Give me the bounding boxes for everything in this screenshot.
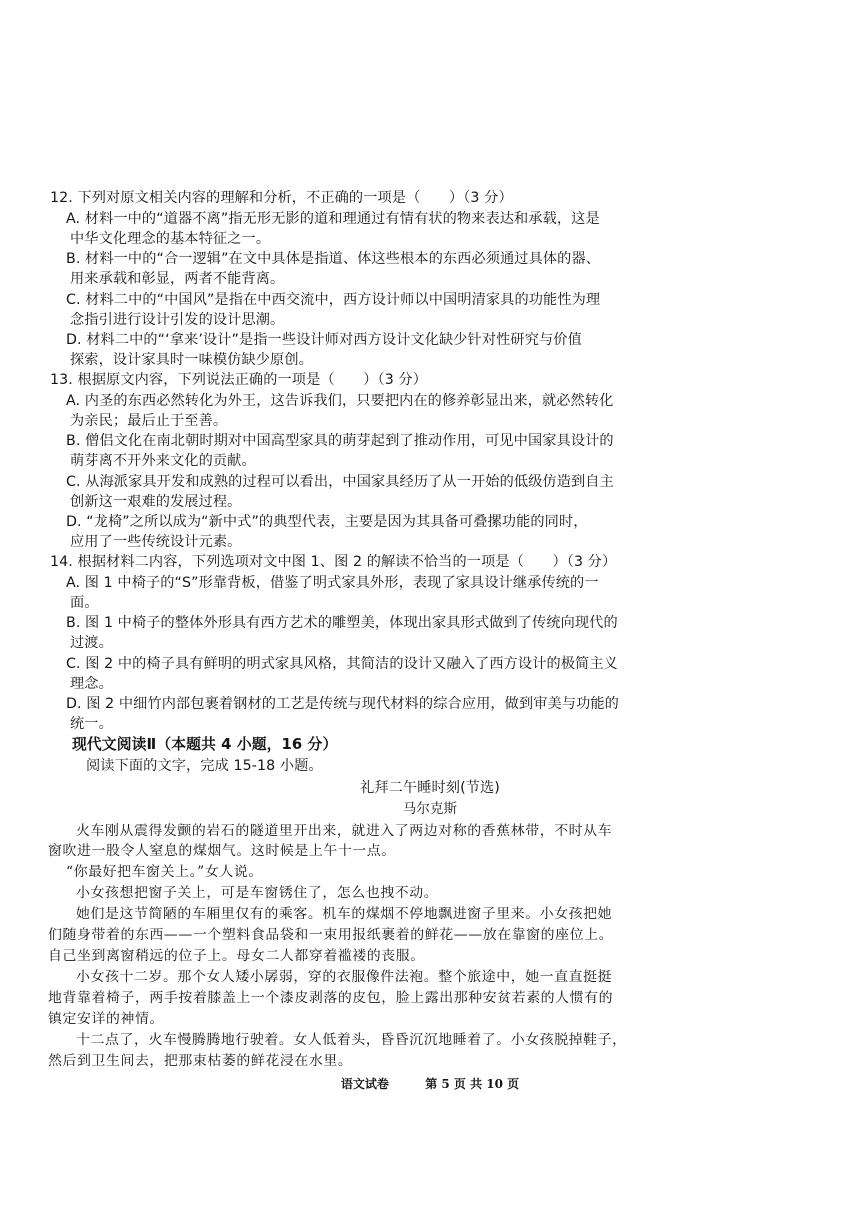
story-paragraph-1: 火车刚从震得发颤的岩石的隧道里开出来，就进入了两边对称的香蕉林带，不时从车 bbox=[76, 823, 613, 839]
question-13-option-b: B. 僧侣文化在南北朝时期对中国高型家具的萌芽起到了推动作用，可见中国家具设计的 bbox=[66, 433, 614, 449]
question-13-stem: 13. 根据原文内容，下列说法正确的一项是（ ）（3 分） bbox=[50, 372, 428, 388]
section-instruction: 阅读下面的文字，完成 15-18 小题。 bbox=[86, 758, 323, 774]
story-author: 马尔克斯 bbox=[402, 801, 458, 817]
section-heading: 现代文阅读Ⅱ（本题共 4 小题，16 分） bbox=[72, 736, 338, 753]
story-paragraph-5: 小女孩十二岁。那个女人矮小孱弱，穿的衣服像件法袍。整个旅途中，她一直直挺挺 bbox=[76, 969, 613, 985]
question-12-option-a: A. 材料一中的“道器不离”指无形无影的道和理通过有情有状的物来表达和承载，这是 bbox=[66, 211, 600, 227]
story-paragraph-4-cont: 们随身带着的东西——一个塑料食品袋和一束用报纸裹着的鲜花——放在靠窗的座位上。 bbox=[48, 927, 614, 943]
footer-page-number: 第 5 页 共 10 页 bbox=[425, 1077, 520, 1091]
story-paragraph-1-cont: 窗吹进一股令人窒息的煤烟气。这时候是上午十一点。 bbox=[48, 843, 396, 859]
question-13-option-d: D. “龙椅”之所以成为“新中式”的典型代表，主要是因为其具备可叠摞功能的同时， bbox=[66, 514, 588, 530]
story-paragraph-6: 十二点了，火车慢腾腾地行驶着。女人低着头，昏昏沉沉地睡着了。小女孩脱掉鞋子， bbox=[76, 1032, 627, 1048]
story-title: 礼拜二午睡时刻(节选) bbox=[360, 780, 500, 796]
question-12-option-b-cont: 用来承载和彰显，两者不能背离。 bbox=[70, 271, 285, 287]
story-paragraph-5-cont: 地背靠着椅子，两手按着膝盖上一个漆皮剥落的皮包，脸上露出那种安贫若素的人惯有的 bbox=[48, 990, 614, 1006]
question-12-option-c: C. 材料二中的“中国风”是指在中西交流中，西方设计师以中国明清家具的功能性为理 bbox=[66, 292, 601, 308]
question-14-option-d: D. 图 2 中细竹内部包裹着钢材的工艺是传统与现代材料的综合应用，做到审美与功能的 bbox=[66, 696, 619, 712]
story-paragraph-4: 她们是这节简陋的车厢里仅有的乘客。机车的煤烟不停地飘进窗子里来。小女孩把她 bbox=[76, 906, 613, 922]
footer-subject: 语文试卷 bbox=[340, 1077, 389, 1091]
story-paragraph-6-cont: 然后到卫生间去，把那束枯萎的鲜花浸在水里。 bbox=[48, 1053, 353, 1069]
page-footer bbox=[0, 1076, 860, 1092]
story-paragraph-3: 小女孩想把窗子关上，可是车窗锈住了，怎么也拽不动。 bbox=[76, 885, 439, 901]
question-13-option-a-cont: 为亲民；最后止于至善。 bbox=[70, 413, 228, 429]
question-14-option-d-cont: 统一。 bbox=[70, 716, 113, 732]
question-13-option-c-cont: 创新这一艰难的发展过程。 bbox=[70, 494, 242, 510]
question-14-option-b-cont: 过渡。 bbox=[70, 635, 113, 651]
question-13-option-a: A. 内圣的东西必然转化为外王，这告诉我们，只要把内在的修养彰显出来，就必然转化 bbox=[66, 393, 614, 409]
story-paragraph-5-cont: 镇定安详的神情。 bbox=[48, 1011, 164, 1027]
question-12-stem: 12. 下列对原文相关内容的理解和分析，不正确的一项是（ ）（3 分） bbox=[50, 190, 513, 206]
story-paragraph-4-cont: 自己坐到离窗稍远的位子上。母女二人都穿着褴褛的丧服。 bbox=[48, 948, 425, 964]
question-12-option-d-cont: 探索，设计家具时一味模仿缺少原创。 bbox=[70, 352, 313, 368]
question-14-option-c-cont: 理念。 bbox=[70, 676, 113, 692]
question-14-option-a-cont: 面。 bbox=[70, 595, 99, 611]
question-13-option-c: C. 从海派家具开发和成熟的过程可以看出，中国家具经历了从一开始的低级仿造到自主 bbox=[66, 474, 614, 490]
question-12-option-c-cont: 念指引进行设计引发的设计思潮。 bbox=[70, 312, 285, 328]
question-14-option-a: A. 图 1 中椅子的“S”形靠背板，借鉴了明式家具外形，表现了家具设计继承传统的一 bbox=[66, 575, 599, 591]
question-12-option-d: D. 材料二中的“‘拿来’设计”是指一些设计师对西方设计文化缺少针对性研究与价值 bbox=[66, 332, 582, 348]
question-14-option-c: C. 图 2 中的椅子具有鲜明的明式家具风格，其简洁的设计又融入了西方设计的极简主义 bbox=[66, 656, 618, 672]
question-14-stem: 14. 根据材料二内容，下列选项对文中图 1、图 2 的解读不恰当的一项是（ ）（3 分） bbox=[50, 554, 617, 570]
question-12-option-a-cont: 中华文化理念的基本特征之一。 bbox=[70, 231, 271, 247]
question-12-option-b: B. 材料一中的“合一逻辑”在文中具体是指道、体这些根本的东西必须通过具体的器、 bbox=[66, 251, 601, 267]
question-13-option-d-cont: 应用了一些传统设计元素。 bbox=[70, 534, 242, 550]
question-13-option-b-cont: 萌芽离不开外来文化的贡献。 bbox=[70, 453, 256, 469]
story-paragraph-2: “你最好把车窗关上。”女人说。 bbox=[66, 864, 263, 880]
question-14-option-b: B. 图 1 中椅子的整体外形具有西方艺术的雕塑美，体现出家具形式做到了传统向现代的 bbox=[66, 615, 618, 631]
